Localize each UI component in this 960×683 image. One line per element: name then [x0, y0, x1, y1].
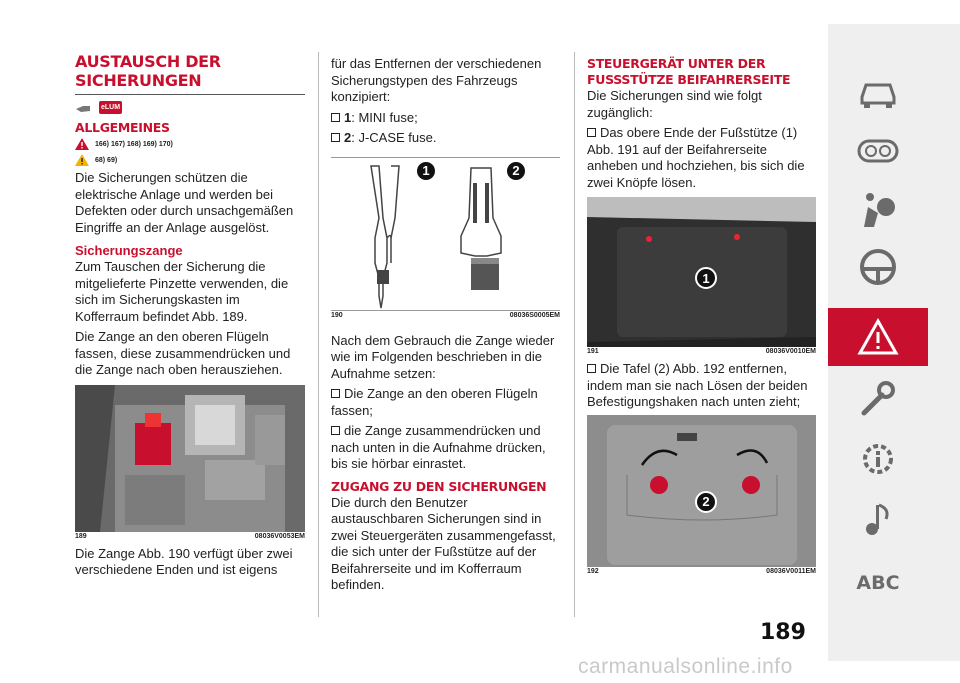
wrench-icon: [856, 379, 900, 419]
page-title: AUSTAUSCH DER SICHERUNGEN: [75, 52, 221, 90]
dashboard-icon: [856, 131, 900, 171]
section-footrest: STEUERGERÄT UNTER DER FUSSSTÜTZE BEIFAHRERSEITE: [587, 56, 791, 87]
fuse-tongs-illustration: [331, 158, 560, 310]
subheading-tongs: Sicherungszange: [75, 243, 183, 258]
elum-badge: eLUM: [99, 101, 122, 114]
column-2: [331, 56, 560, 598]
sidebar-item-index[interactable]: [828, 554, 928, 612]
reinsert-step-1: Die Zange an den oberen Flügeln fassen;: [331, 386, 538, 418]
sidebar-item-car[interactable]: [828, 64, 928, 122]
section-access: ZUGANG ZU DEN SICHERUNGEN: [331, 478, 547, 494]
callout-footrest-1: 1: [695, 267, 717, 289]
page-number: 189: [760, 620, 806, 645]
access-paragraph: Die durch den Benutzer austauschbaren Sicherungen sind in zwei Steuergeräten zusammengefasst, die sich unter der Fußstütze auf der Beifahrerseite und im Kofferraum befinden.: [331, 494, 556, 592]
fuse-type-item-1: 1: MINI fuse;: [331, 110, 560, 127]
figure-191-caption: 191 08036V0010EM: [587, 348, 816, 355]
intro-paragraph: Die Sicherungen schützen die elektrische Anlage und werden bei Defekten oder durch unsachgemäßen Eingriffe an der Anlage ausgelöst.: [75, 170, 294, 235]
column-1: [75, 52, 305, 583]
panel-removal-step: Die Tafel (2) Abb. 192 entfernen, indem man sie nach Lösen der beiden Befestigungshaken nach unten zieht;: [587, 361, 808, 409]
reinsert-paragraph: Nach dem Gebrauch die Zange wieder wie im Folgenden beschrieben in die Aufnahme setzen:: [331, 332, 555, 381]
access-steps-intro: Die Sicherungen sind wie folgt zugänglich:: [587, 88, 762, 120]
airbag-icon: [856, 189, 900, 229]
sidebar-item-steering[interactable]: [828, 238, 928, 296]
sidebar-item-specs[interactable]: [828, 430, 928, 488]
tongs-grip-paragraph: Die Zange an den oberen Flügeln fassen, diese zusammendrücken und die Zange nach oben herausziehen.: [75, 329, 291, 377]
figure-192-caption: 192 08036V0011EM: [587, 567, 816, 575]
figure-189-image: [75, 385, 305, 532]
sidebar-item-multimedia[interactable]: [828, 490, 928, 548]
gears-icon: [856, 439, 900, 479]
music-icon: [856, 499, 900, 539]
bullet-box-icon: [587, 128, 596, 137]
warning-refs-2: 68) 69): [75, 154, 305, 166]
car-icon: [856, 73, 900, 113]
elum-row: [75, 101, 305, 114]
column-separator-2: [574, 52, 575, 617]
tongs-ends-paragraph: Die Zange Abb. 190 verfügt über zwei verschiedene Enden und ist eigens: [75, 545, 293, 577]
bullet-box-icon: [587, 364, 596, 373]
warning-refs-1: 166) 167) 168) 169) 170): [75, 138, 305, 150]
bullet-box-icon: [331, 426, 340, 435]
callout-panel-2: 2: [695, 491, 717, 513]
bullet-box-icon: [331, 389, 340, 398]
warning-icon: [856, 317, 900, 357]
abc-label: ABC: [856, 572, 900, 594]
title-rule: [75, 94, 305, 95]
footrest-step-1: Das obere Ende der Fußstütze (1) Abb. 191 auf der Beifahrerseite anheben und hochziehen, bis sich die zwei Knöpfe lösen.: [587, 125, 805, 190]
reinsert-step-2: die Zange zusammendrücken und nach unten in die Aufnahme drücken, bis sie hörbar einrastet.: [331, 423, 546, 471]
hand-pointer-icon: [75, 102, 95, 114]
sidebar-item-warning[interactable]: [828, 308, 928, 366]
panel-hooks-illustration: [587, 415, 816, 567]
section-general: ALLGEMEINES: [75, 120, 170, 135]
fuse-box-illustration: [75, 385, 305, 532]
watermark: carmanualsonline.info: [578, 655, 793, 678]
warning-triangle-icon: [75, 138, 89, 150]
figure-192-image: [587, 415, 816, 567]
bullet-box-icon: [331, 113, 340, 122]
fuse-types-paragraph: für das Entfernen der verschiedenen Sicherungstypen des Fahrzeugs konzipiert:: [331, 56, 542, 104]
figure-191-image: [587, 197, 816, 347]
chapter-sidebar: [828, 24, 960, 661]
tongs-paragraph: Zum Tauschen der Sicherung die mitgelieferte Pinzette verwenden, die sich im Sicherungskasten im Kofferraum befindet Abb. 189.: [75, 259, 289, 324]
callout-1: 1: [415, 160, 437, 182]
figure-190-caption: 190 08036S0005EM: [331, 311, 560, 319]
callout-2: 2: [505, 160, 527, 182]
column-3: [587, 56, 816, 581]
figure-190-image: [331, 157, 560, 309]
caution-triangle-icon: [75, 154, 89, 166]
column-separator-1: [318, 52, 319, 617]
sidebar-item-airbag[interactable]: [828, 180, 928, 238]
fuse-type-item-2: 2: J-CASE fuse.: [331, 130, 560, 147]
bullet-box-icon: [331, 133, 340, 142]
sidebar-item-dashboard[interactable]: [828, 122, 928, 180]
figure-189-caption: 189 08036V0053EM: [75, 532, 305, 540]
steering-wheel-icon: [856, 247, 900, 287]
sidebar-item-maintenance[interactable]: [828, 370, 928, 428]
